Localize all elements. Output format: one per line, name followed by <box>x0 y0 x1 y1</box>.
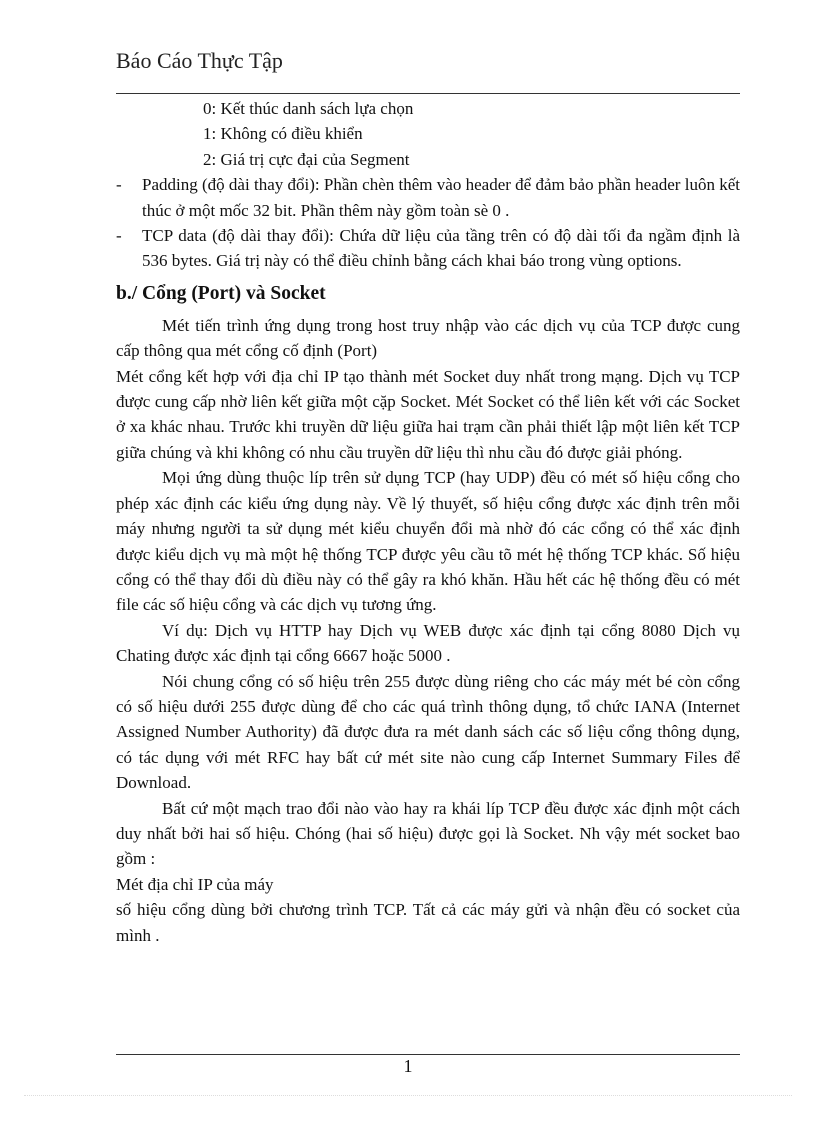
bullet-item-tcp-data <box>116 223 740 274</box>
bullet-marker: - <box>116 226 122 246</box>
paragraph: Bất cứ một mạch trao đổi nào vào hay ra khái líp TCP đều được xác định một cách duy nhất bởi hai số hiệu. Chóng (hai số hiệu) được gọi là Socket. Nh vậy mét socket bao gồm : <box>116 798 740 869</box>
bullet-text: TCP data (độ dài thay đổi): Chứa dữ liệu của tầng trên có độ dài tối đa ngầm định là 536 bytes. Giá trị này có thể điều chỉnh bằng cách khai báo trong vùng options. <box>142 226 740 271</box>
document-body <box>116 96 740 948</box>
bullet-text: Padding (độ dài thay đổi): Phần chèn thêm vào header để đảm bảo phần header luôn kết thúc ở một mốc 32 bit. Phần thêm này gồm toàn sè 0 . <box>142 175 740 220</box>
page-header-title: Báo Cáo Thực Tập <box>116 48 283 73</box>
header-rule <box>116 93 740 94</box>
page-number: 1 <box>403 1056 413 1076</box>
paragraph: Mọi ứng dùng thuộc líp trên sử dụng TCP (hay UDP) đều có mét số hiệu cổng cho phép xác định các kiểu ứng dụng này. Về lý thuyết, số hiệu cổng được xác định trên mỗi máy nhưng người ta sử dụng mét kiểu chuyển đổi mà nhờ đó các cổng có thể xác định được kiểu dịch vụ mà một hệ thống TCP được yêu cầu tõ mét hệ thống TCP khác. Số hiệu cổng có thể thay đổi dù điều này có thể gây ra khó khăn. Hầu hết các hệ thống đều có mét file các số hiệu cổng và các dịch vụ tương ứng. <box>116 468 740 615</box>
options-list-item: 1: Không có điều khiển <box>203 124 363 144</box>
paragraph: Mét tiến trình ứng dụng trong host truy nhập vào các dịch vụ của TCP được cung cấp thông qua mét cổng cố định (Port) <box>116 315 740 361</box>
options-list-item: 0: Kết thúc danh sách lựa chọn <box>203 99 414 118</box>
bullet-marker: - <box>116 175 122 195</box>
paragraph: Mét cổng kết hợp với địa chỉ IP tạo thành mét Socket duy nhất trong mạng. Dịch vụ TCP được cung cấp nhờ liên kết giữa một cặp Socket. Mét Socket có thể liên kết với các Socket ở xa khác nhau. Trước khi truyền dữ liệu giữa hai trạm cần phải thiết lập một liên kết TCP giữa chúng và khi không có nhu cầu truyền dữ liệu thì nhu cầu đó được giải phóng. <box>116 366 740 462</box>
paragraph: Nói chung cổng có số hiệu trên 255 được dùng riêng cho các máy mét bé còn cổng có số hiệu dưới 255 được dùng để cho các quá trình thông dụng, tổ chức IANA (Internet Assigned Number Authority) đã được đưa ra mét danh sách các số liệu cổng thông dụng, có tác dụng với mét RFC hay bất cứ mét site nào cung cấp Internet Summary Files để Download. <box>116 671 740 793</box>
options-list-item: 2: Giá trị cực đại của Segment <box>203 149 410 169</box>
section-heading: b./ Cổng (Port) và Socket <box>116 282 326 304</box>
page-break-line <box>24 1095 792 1096</box>
footer-rule <box>116 1054 740 1055</box>
bullet-item-padding <box>116 172 740 223</box>
paragraph: Ví dụ: Dịch vụ HTTP hay Dịch vụ WEB được xác định tại cổng 8080 Dịch vụ Chating được xác định tại cổng 6667 hoặc 5000 . <box>116 620 740 666</box>
paragraph: Mét địa chỉ IP của máy <box>116 874 274 894</box>
paragraph: số hiệu cổng dùng bởi chương trình TCP. Tất cả các máy gửi và nhận đều có socket của mình . <box>116 900 740 945</box>
